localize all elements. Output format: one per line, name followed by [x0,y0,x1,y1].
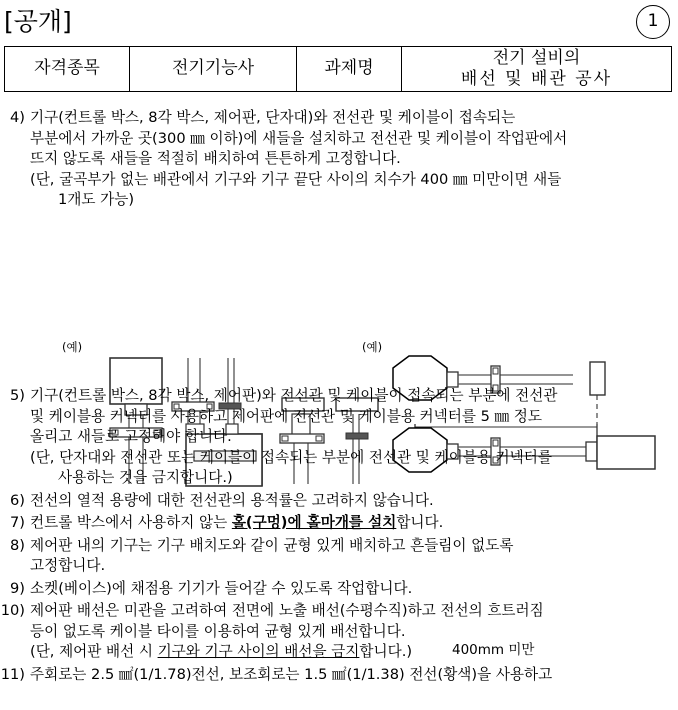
text-line: 소켓(베이스)에 채점용 기기가 들어갈 수 있도록 작업합니다. [30,579,413,597]
list-marker: 8) [10,536,25,554]
list-item-body [30,386,678,489]
table-cell-task-label: 과제명 [296,47,401,91]
note-line: (단, 굴곡부가 없는 배관에서 기구와 기구 끝단 사이의 치수가 400 ㎜ 미만이면 새들 [30,170,562,188]
document-header [0,2,678,44]
list-item [0,513,678,534]
list-marker: 10) [0,602,25,619]
list-marker: 4) [10,109,25,126]
list-item-body [30,491,678,512]
list-item [0,579,678,600]
note-line: 1개도 가능) [58,191,135,208]
text-line: 뜨지 않도록 새들을 적절히 배치하여 튼튼하게 고정합니다. [30,150,401,167]
list-marker: 7) [10,514,25,531]
note-line: 사용하는 것을 금지합니다.) [58,469,233,486]
text-line: 기구(컨트롤 박스, 8각 박스, 제어판)와 전선관 및 케이블이 접속되는 부분에 전선관 [30,387,558,404]
note-line-emphasized: (단, 제어판 배선 시 기구와 기구 사이의 배선을 금지합니다.) [30,643,413,660]
page-number-badge: 1 [636,5,670,39]
list-item-body [30,513,678,534]
text-line: 부분에서 가까운 곳(300 ㎜ 이하)에 새들을 설치하고 전선관 및 케이블이 작업판에서 [30,129,568,147]
list-item [0,665,678,686]
list-marker: 9) [10,579,25,597]
task-title-line2: 배선 및 배관 공사 [460,69,613,89]
figure-label-right: (예) [362,340,383,354]
list-item-body [30,665,678,686]
list-item [0,536,678,577]
list-marker: 6) [10,491,25,509]
text-line: 등이 없도록 케이블 타이를 이용하여 균형 있게 배선합니다. [30,622,406,640]
text-line-emphasized: 컨트롤 박스에서 사용하지 않는 홀(구멍)에 홀마개를 설치합니다. [30,514,444,531]
document-tag: [공개] [4,7,72,36]
list-item-body [30,536,678,577]
table-cell-qualification-label: 자격종목 [34,58,100,79]
list-item-body [30,108,678,211]
text-line: 주회로는 2.5 ㎟(1/1.78)전선, 보조회로는 1.5 ㎟(1/1.38) 전선(황색)을 사용하고 [30,665,553,683]
list-item-body [30,601,678,663]
text-line: 및 케이블용 커넥터를 사용하고 제어판에 전선관 및 케이블용 커넥터를 5 ㎜ 정도 [30,407,542,425]
text-line: 제어판 배선은 미관을 고려하여 전면에 노출 배선(수평수직)하고 전선의 흐트러짐 [30,602,544,619]
list-item [0,601,678,663]
emphasis-span: 홀(구멍)에 홀마개를 설치 [231,514,397,531]
list-item-body [30,579,678,600]
note-line: (단, 단자대와 전선관 또는 케이블이 접속되는 부분에 전선관 및 케이블용 커넥터를 [30,448,552,466]
list-item [0,108,678,211]
instruction-list-continued [0,386,678,687]
list-item [0,491,678,512]
list-marker: 5) [10,387,25,404]
text-line: 전선의 열적 용량에 대한 전선관의 용적률은 고려하지 않습니다. [30,491,434,509]
text-line: 제어판 내의 기구는 기구 배치도와 같이 균형 있게 배치하고 흔들림이 없도록 [30,536,514,554]
table-cell-qualification-value: 전기기능사 [129,47,296,91]
emphasis-span: 기구와 기구 사이의 배선을 금지 [157,643,360,660]
list-item [0,386,678,489]
qualification-info-table [4,46,672,92]
instruction-list [0,108,678,683]
text-line: 고정합니다. [30,557,106,574]
task-title-line1: 전기 설비의 [492,47,581,68]
list-marker: 11) [0,665,25,683]
table-cell-task-value [401,47,671,91]
text-line: 올리고 새들로 고정해야 합니다. [30,428,232,445]
text-line: 기구(컨트롤 박스, 8각 박스, 제어판, 단자대)와 전선관 및 케이블이 접속되는 [30,109,516,126]
figure-label-left: (예) [62,340,83,354]
dimension-label: 400mm 미만 [452,642,535,658]
